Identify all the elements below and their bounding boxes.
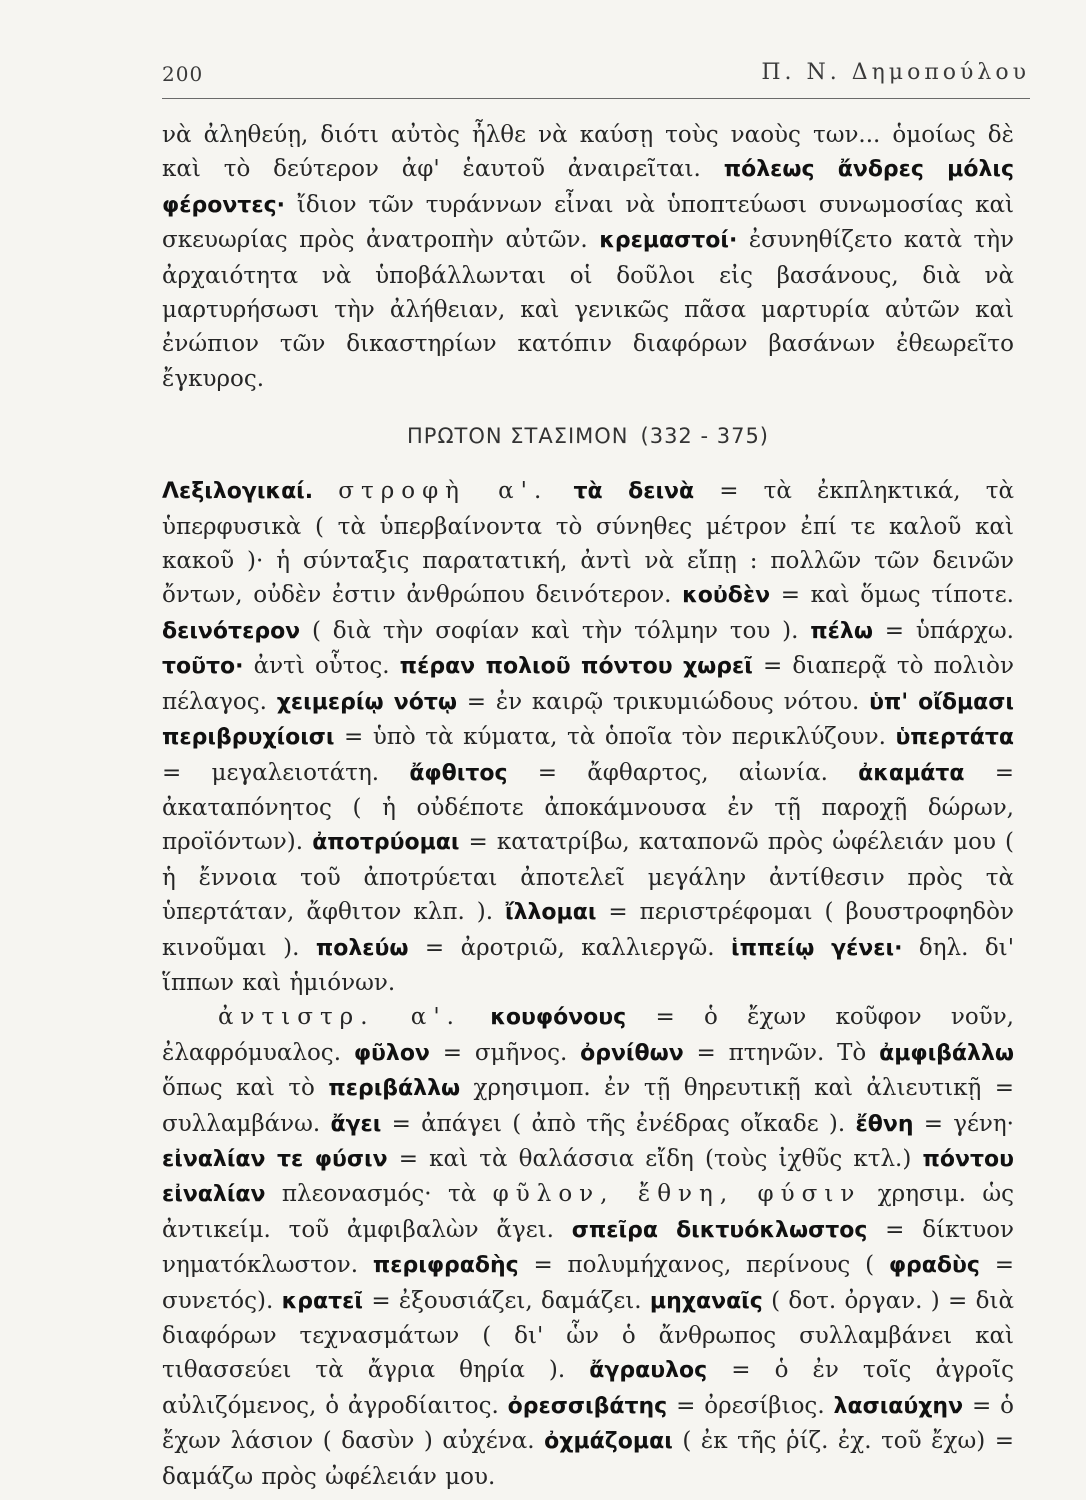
- lemma: περιφραδὴς: [372, 1253, 519, 1279]
- lemma: ἴλλομαι: [505, 900, 597, 926]
- strophe-label: στροφὴ α'.: [338, 478, 549, 505]
- text-run: = ἐξουσιάζει, δαμάζει.: [363, 1287, 650, 1314]
- text-run: νὰ ἀληθεύῃ, διότι αὐτὸς ἦλθε νὰ καύσῃ τοὺς ναοὺς των... ὁμοίως δὲ καὶ τὸ δεύτερον ἀφ' ἑαυτοῦ ἀναιρεῖται.: [162, 122, 1014, 183]
- page-number: 200: [162, 62, 204, 86]
- text-run: = ὁ ἔχων κοῦφον νοῦν, ἐλαφρόμυαλος.: [162, 1004, 1014, 1066]
- lemma: πόντου εἰναλίαν: [162, 1146, 1014, 1208]
- lemma: σπεῖρα δικτυόκλωστος: [571, 1217, 868, 1243]
- text-run: = πολυμήχανος, περίνους (: [518, 1252, 889, 1279]
- lexical-notes-antistrophe: [162, 1000, 1014, 1494]
- lemma: πολεύω: [315, 935, 409, 961]
- lemma: κρεμαστοί·: [599, 228, 738, 254]
- lemma: ἀμφιβάλλω: [879, 1040, 1014, 1066]
- lemma: μηχαναῖς: [649, 1288, 763, 1314]
- text-run: = τὰ ἐκπληκτικά, τὰ ὑπερφυσικὰ ( τὰ ὑπερβαίνοντα τὸ σύνηθες μέτρον ἐπί τε καλοῦ καὶ κακοῦ )· ἡ σύνταξις παρατατική, ἀντὶ νὰ εἴπῃ : πολλῶν τῶν δεινῶν ὄντων, οὐδὲν ἐστιν ἀνθρώπου δεινότερον.: [162, 478, 1015, 609]
- lemma: ὀρεσσιβάτης: [507, 1393, 668, 1419]
- lemma: τοῦτο·: [162, 654, 244, 680]
- lemma: περιβάλλω: [328, 1076, 461, 1102]
- text-run: = ἀκαταπόνητος ( ἡ οὐδέποτε ἀποκάμνουσα ἐν τῇ παροχῇ δώρων, προϊόντων).: [162, 759, 1014, 856]
- text-run: ( δοτ. ὀργαν. ) = διὰ διαφόρων τεχνασμάτων ( δι' ὧν ὁ ἄνθρωπος συλλαμβάνει καὶ τιθασσεύει τὰ ἄγρια θηρία ).: [162, 1287, 1014, 1384]
- lemma: πέλω: [810, 618, 873, 644]
- text-run: = συνετός).: [162, 1252, 1014, 1314]
- lemma: ἱππείῳ γένει·: [731, 935, 903, 961]
- text-run: = σμῆνος.: [429, 1039, 581, 1066]
- text-run: ( ἐκ τῆς ῥίζ. ἐχ. τοῦ ἔχω) = δαμάζω πρὸς ὠφέλειάν μου.: [162, 1428, 1015, 1490]
- text-run: ὅπως καὶ τὸ: [162, 1075, 329, 1102]
- lemma: λασιαύχην: [833, 1393, 964, 1419]
- lemma: πέραν πολιοῦ πόντου χωρεῖ: [399, 654, 753, 680]
- lemma: ὑπερτάτα: [895, 725, 1014, 751]
- lemma: ὀρνίθων: [580, 1040, 684, 1066]
- lemma: ὑπ' οἴδμασι περιβρυχίοισι: [162, 689, 1014, 751]
- text-run: χρησιμ. ὡς ἀντικείμ. τοῦ ἀμφιβαλὼν ἄγει.: [162, 1181, 1014, 1243]
- text-run: ( διὰ τὴν σοφίαν καὶ τὴν τόλμην του ).: [300, 617, 811, 644]
- lemma: κοὐδὲν: [682, 583, 771, 609]
- lemma: κρατεῖ: [281, 1288, 363, 1314]
- lemma: ὀχμάζομαι: [544, 1429, 673, 1455]
- text-run: ἴδιον τῶν τυράννων εἶναι νὰ ὑποπτεύωσι συνωμοσίας καὶ σκευωρίας πρὸς ἀνατροπὴν αὐτῶν.: [162, 191, 1014, 254]
- lemma: πόλεως ἄνδρες μόλις φέροντες·: [162, 157, 1014, 218]
- running-head: [162, 58, 1030, 99]
- section-label: Λεξιλογικαί.: [162, 479, 314, 505]
- lemma: χειμερίῳ νότῳ: [276, 689, 457, 715]
- section-range: (332 - 375): [640, 424, 769, 449]
- text-run: = διαπερᾷ τὸ πολιὸν πέλαγος.: [162, 653, 1014, 715]
- lemma: ἄγραυλος: [589, 1358, 708, 1384]
- text-run: = ἀροτριῶ, καλλιεργῶ.: [408, 934, 731, 961]
- text-run: χρησιμοπ. ἐν τῇ θηρευτικῇ καὶ ἀλιευτικῇ = συλλαμβάνω.: [162, 1075, 1014, 1137]
- text-run: = ὀρεσίβιος.: [667, 1392, 834, 1419]
- lemma: ἄφθιτος: [409, 760, 508, 786]
- text-run: = μεγαλειοτάτη.: [162, 759, 410, 786]
- text-run: = καὶ τὰ θαλάσσια εἴδη (τοὺς ἰχθῦς κτλ.): [387, 1145, 923, 1172]
- text-run: = πτηνῶν. Τὸ: [683, 1039, 880, 1066]
- lemma: δεινότερον: [162, 618, 301, 644]
- text-run: ἀντὶ οὗτος.: [243, 653, 400, 680]
- text-run: = καὶ ὅμως τίποτε.: [770, 582, 1014, 609]
- lemma: κουφόνους: [490, 1005, 627, 1031]
- lemma: φῦλον: [353, 1040, 430, 1066]
- lemma: τὰ δεινὰ: [573, 479, 695, 505]
- text-run: = ὑπὸ τὰ κύματα, τὰ ὁποῖα τὸν περικλύζουν.: [334, 724, 896, 751]
- text-run: ἐσυνηθίζετο κατὰ τὴν ἀρχαιότητα νὰ ὑποβάλλωνται οἱ δοῦλοι εἰς βασάνους, διὰ νὰ μαρτυρήσωσι τὴν ἀλήθειαν, καὶ γενικῶς πᾶσα μαρτυρία αὐτῶν καὶ ἐνώπιον τῶν δικαστηρίων κατόπιν διαφόρων βασάνων ἐθεωρεῖτο ἔγκυρος.: [162, 227, 1015, 392]
- text-run: = ἀπάγει ( ἀπὸ τῆς ἐνέδρας οἴκαδε ).: [381, 1110, 856, 1137]
- lemma: ἔθνη: [855, 1111, 914, 1137]
- lemma: ἄγει: [330, 1111, 382, 1137]
- section-title: ΠΡΩΤΟΝ ΣΤΑΣΙΜΟΝ: [406, 424, 629, 449]
- text-run: = ὁ ἔχων λάσιον ( δασὺν ) αὐχένα.: [162, 1392, 1014, 1455]
- text-run: = ἄφθαρτος, αἰωνία.: [507, 759, 859, 786]
- text-run: = ὑπάρχω.: [872, 617, 1014, 644]
- running-title: Π. Ν. Δημοπούλου: [761, 60, 1030, 85]
- lemma: φραδὺς: [888, 1253, 980, 1279]
- lemma: ἀκαμάτα: [858, 760, 965, 786]
- text-run: = περιστρέφομαι ( βουστροφηδὸν κινοῦμαι ).: [162, 899, 1014, 961]
- antistrophe-label: ἀντιστρ. α'.: [218, 1004, 461, 1031]
- lemma: εἰναλίαν τε φύσιν: [162, 1146, 388, 1172]
- lemma: ἀποτρύομαι: [312, 830, 460, 856]
- text-run: πλεονασμός· τὰ: [265, 1181, 493, 1208]
- text-run: = δίκτυον νηματόκλωστον.: [162, 1216, 1014, 1279]
- text-run: = κατατρίβω, καταπονῶ πρὸς ὠφέλειάν μου ( ἡ ἔννοια τοῦ ἀποτρύεται ἀποτελεῖ μεγάλην ἀντίθεσιν πρὸς τὰ ὑπερτάταν, ἄφθιτον κλπ. ).: [162, 829, 1014, 926]
- text-run: = ὁ ἐν τοῖς ἀγροῖς αὐλιζόμενος, ὁ ἀγροδίαιτος.: [162, 1357, 1015, 1419]
- text-run: = ἐν καιρῷ τρικυμιώδους νότου.: [457, 688, 870, 715]
- text-run: = γένη·: [913, 1110, 1014, 1137]
- body-text: [162, 118, 1014, 1494]
- spaced-words: φῦλον, ἔθνη, φύσιν: [492, 1181, 862, 1208]
- lexical-notes-strophe: [162, 474, 1014, 1000]
- text-run: δηλ. δι' ἵππων καὶ ἡμιόνων.: [162, 934, 1015, 996]
- section-heading: [162, 424, 1014, 448]
- intro-paragraph: [162, 118, 1014, 396]
